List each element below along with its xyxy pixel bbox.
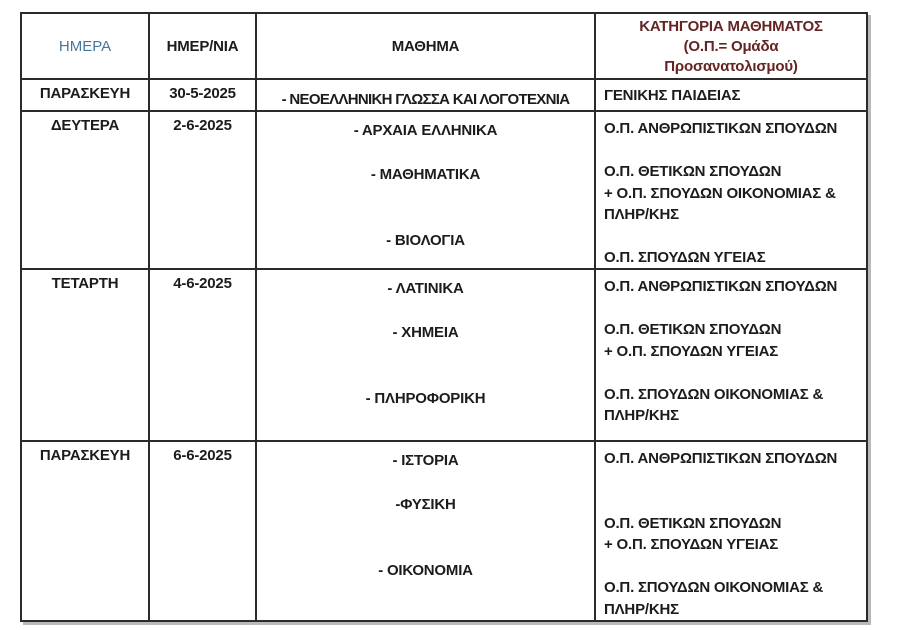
cell-date: 6-6-2025 <box>150 442 257 620</box>
subject-line: - ΛΑΤΙΝΙΚΑ <box>387 280 464 297</box>
subject-line <box>257 208 594 230</box>
column-header-subject-label: ΜΑΘΗΜΑ <box>391 37 460 55</box>
category-line: Ο.Π. ΑΝΘΡΩΠΙΣΤΙΚΩΝ ΣΠΟΥΔΩΝ <box>604 450 838 467</box>
category-line: + Ο.Π. ΣΠΟΥΔΩΝ ΥΓΕΙΑΣ <box>604 342 779 360</box>
column-header-subject <box>257 14 596 80</box>
category-line <box>604 298 862 320</box>
subject-line: - ΧΗΜΕΙΑ <box>392 324 459 341</box>
subject-line: - ΠΛΗΡΟΦΟΡΙΚΗ <box>365 390 486 407</box>
table-row <box>22 80 866 112</box>
column-header-category-line: Προσανατολισμού) <box>664 57 798 75</box>
column-header-date <box>150 14 257 80</box>
cell-category <box>596 80 866 112</box>
subject-line <box>257 538 594 560</box>
category-line: Ο.Π. ΘΕΤΙΚΩΝ ΣΠΟΥΔΩΝ <box>604 163 782 180</box>
category-line: ΠΛΗΡ/ΚΗΣ <box>604 600 679 618</box>
subject-line: - ΝΕΟΕΛΛΗΝΙΚΗ ΓΛΩΣΣΑ ΚΑΙ ΛΟΓΟΤΕΧΝΙΑ <box>281 91 570 108</box>
cell-day: ΠΑΡΑΣΚΕΥΗ <box>22 80 150 112</box>
cell-category <box>596 442 866 620</box>
category-line: Ο.Π. ΘΕΤΙΚΩΝ ΣΠΟΥΔΩΝ <box>604 321 782 338</box>
exam-schedule-table <box>20 12 868 622</box>
category-line <box>604 470 862 492</box>
cell-date: 30-5-2025 <box>150 80 257 112</box>
column-header-day-label: ΗΜΕΡΑ <box>58 37 112 55</box>
category-line <box>604 362 862 384</box>
subject-line <box>257 300 594 322</box>
cell-date: 4-6-2025 <box>150 270 257 442</box>
cell-subject <box>257 112 596 270</box>
subject-line: - ΟΙΚΟΝΟΜΙΑ <box>378 562 473 579</box>
category-line: Ο.Π. ΣΠΟΥΔΩΝ ΟΙΚΟΝΟΜΙΑΣ & <box>604 579 824 596</box>
column-header-day <box>22 14 150 80</box>
column-header-date-label: ΗΜΕΡ/ΝΙΑ <box>166 37 239 55</box>
subject-line: -ΦΥΣΙΚΗ <box>395 496 456 513</box>
category-line: Ο.Π. ΑΝΘΡΩΠΙΣΤΙΚΩΝ ΣΠΟΥΔΩΝ <box>604 278 838 295</box>
subject-line <box>257 516 594 538</box>
subject-line: - ΒΙΟΛΟΓΙΑ <box>386 232 465 249</box>
subject-line <box>257 142 594 164</box>
category-line: Ο.Π. ΘΕΤΙΚΩΝ ΣΠΟΥΔΩΝ <box>604 514 782 532</box>
category-line: Ο.Π. ΣΠΟΥΔΩΝ ΥΓΕΙΑΣ <box>604 249 766 266</box>
column-header-category-line: (Ο.Π.= Ομάδα <box>683 37 779 55</box>
cell-day: ΔΕΥΤΕΡΑ <box>22 112 150 270</box>
subject-line: - ΑΡΧΑΙΑ ΕΛΛΗΝΙΚΑ <box>353 122 498 139</box>
category-line <box>604 491 862 513</box>
category-line <box>604 140 862 162</box>
category-line: ΠΛΗΡ/ΚΗΣ <box>604 206 679 223</box>
subject-line <box>257 472 594 494</box>
category-line <box>604 226 862 248</box>
category-line: ΓΕΝΙΚΗΣ ΠΑΙΔΕΙΑΣ <box>604 87 741 104</box>
subject-line: - ΙΣΤΟΡΙΑ <box>392 452 459 469</box>
cell-category <box>596 270 866 442</box>
table-row <box>22 442 866 620</box>
category-line: Ο.Π. ΣΠΟΥΔΩΝ ΟΙΚΟΝΟΜΙΑΣ & <box>604 385 824 403</box>
cell-subject <box>257 442 596 620</box>
header-row <box>22 14 866 80</box>
table-row <box>22 270 866 442</box>
subject-line <box>257 344 594 366</box>
category-line <box>604 556 862 578</box>
cell-day: ΤΕΤΑΡΤΗ <box>22 270 150 442</box>
column-header-category-line: ΚΑΤΗΓΟΡΙΑ ΜΑΘΗΜΑΤΟΣ <box>639 17 823 35</box>
category-line: + Ο.Π. ΣΠΟΥΔΩΝ ΥΓΕΙΑΣ <box>604 536 779 553</box>
subject-line: - ΜΑΘΗΜΑΤΙΚΑ <box>370 166 481 183</box>
table-body <box>22 80 866 620</box>
table-row <box>22 112 866 270</box>
column-header-category <box>596 14 866 80</box>
cell-subject <box>257 80 596 112</box>
cell-subject <box>257 270 596 442</box>
cell-category <box>596 112 866 270</box>
cell-day: ΠΑΡΑΣΚΕΥΗ <box>22 442 150 620</box>
category-line: ΠΛΗΡ/ΚΗΣ <box>604 407 679 424</box>
category-line: + Ο.Π. ΣΠΟΥΔΩΝ ΟΙΚΟΝΟΜΙΑΣ & <box>604 184 836 202</box>
category-line: Ο.Π. ΑΝΘΡΩΠΙΣΤΙΚΩΝ ΣΠΟΥΔΩΝ <box>604 120 838 137</box>
subject-line <box>257 366 594 388</box>
cell-date: 2-6-2025 <box>150 112 257 270</box>
subject-line <box>257 186 594 208</box>
